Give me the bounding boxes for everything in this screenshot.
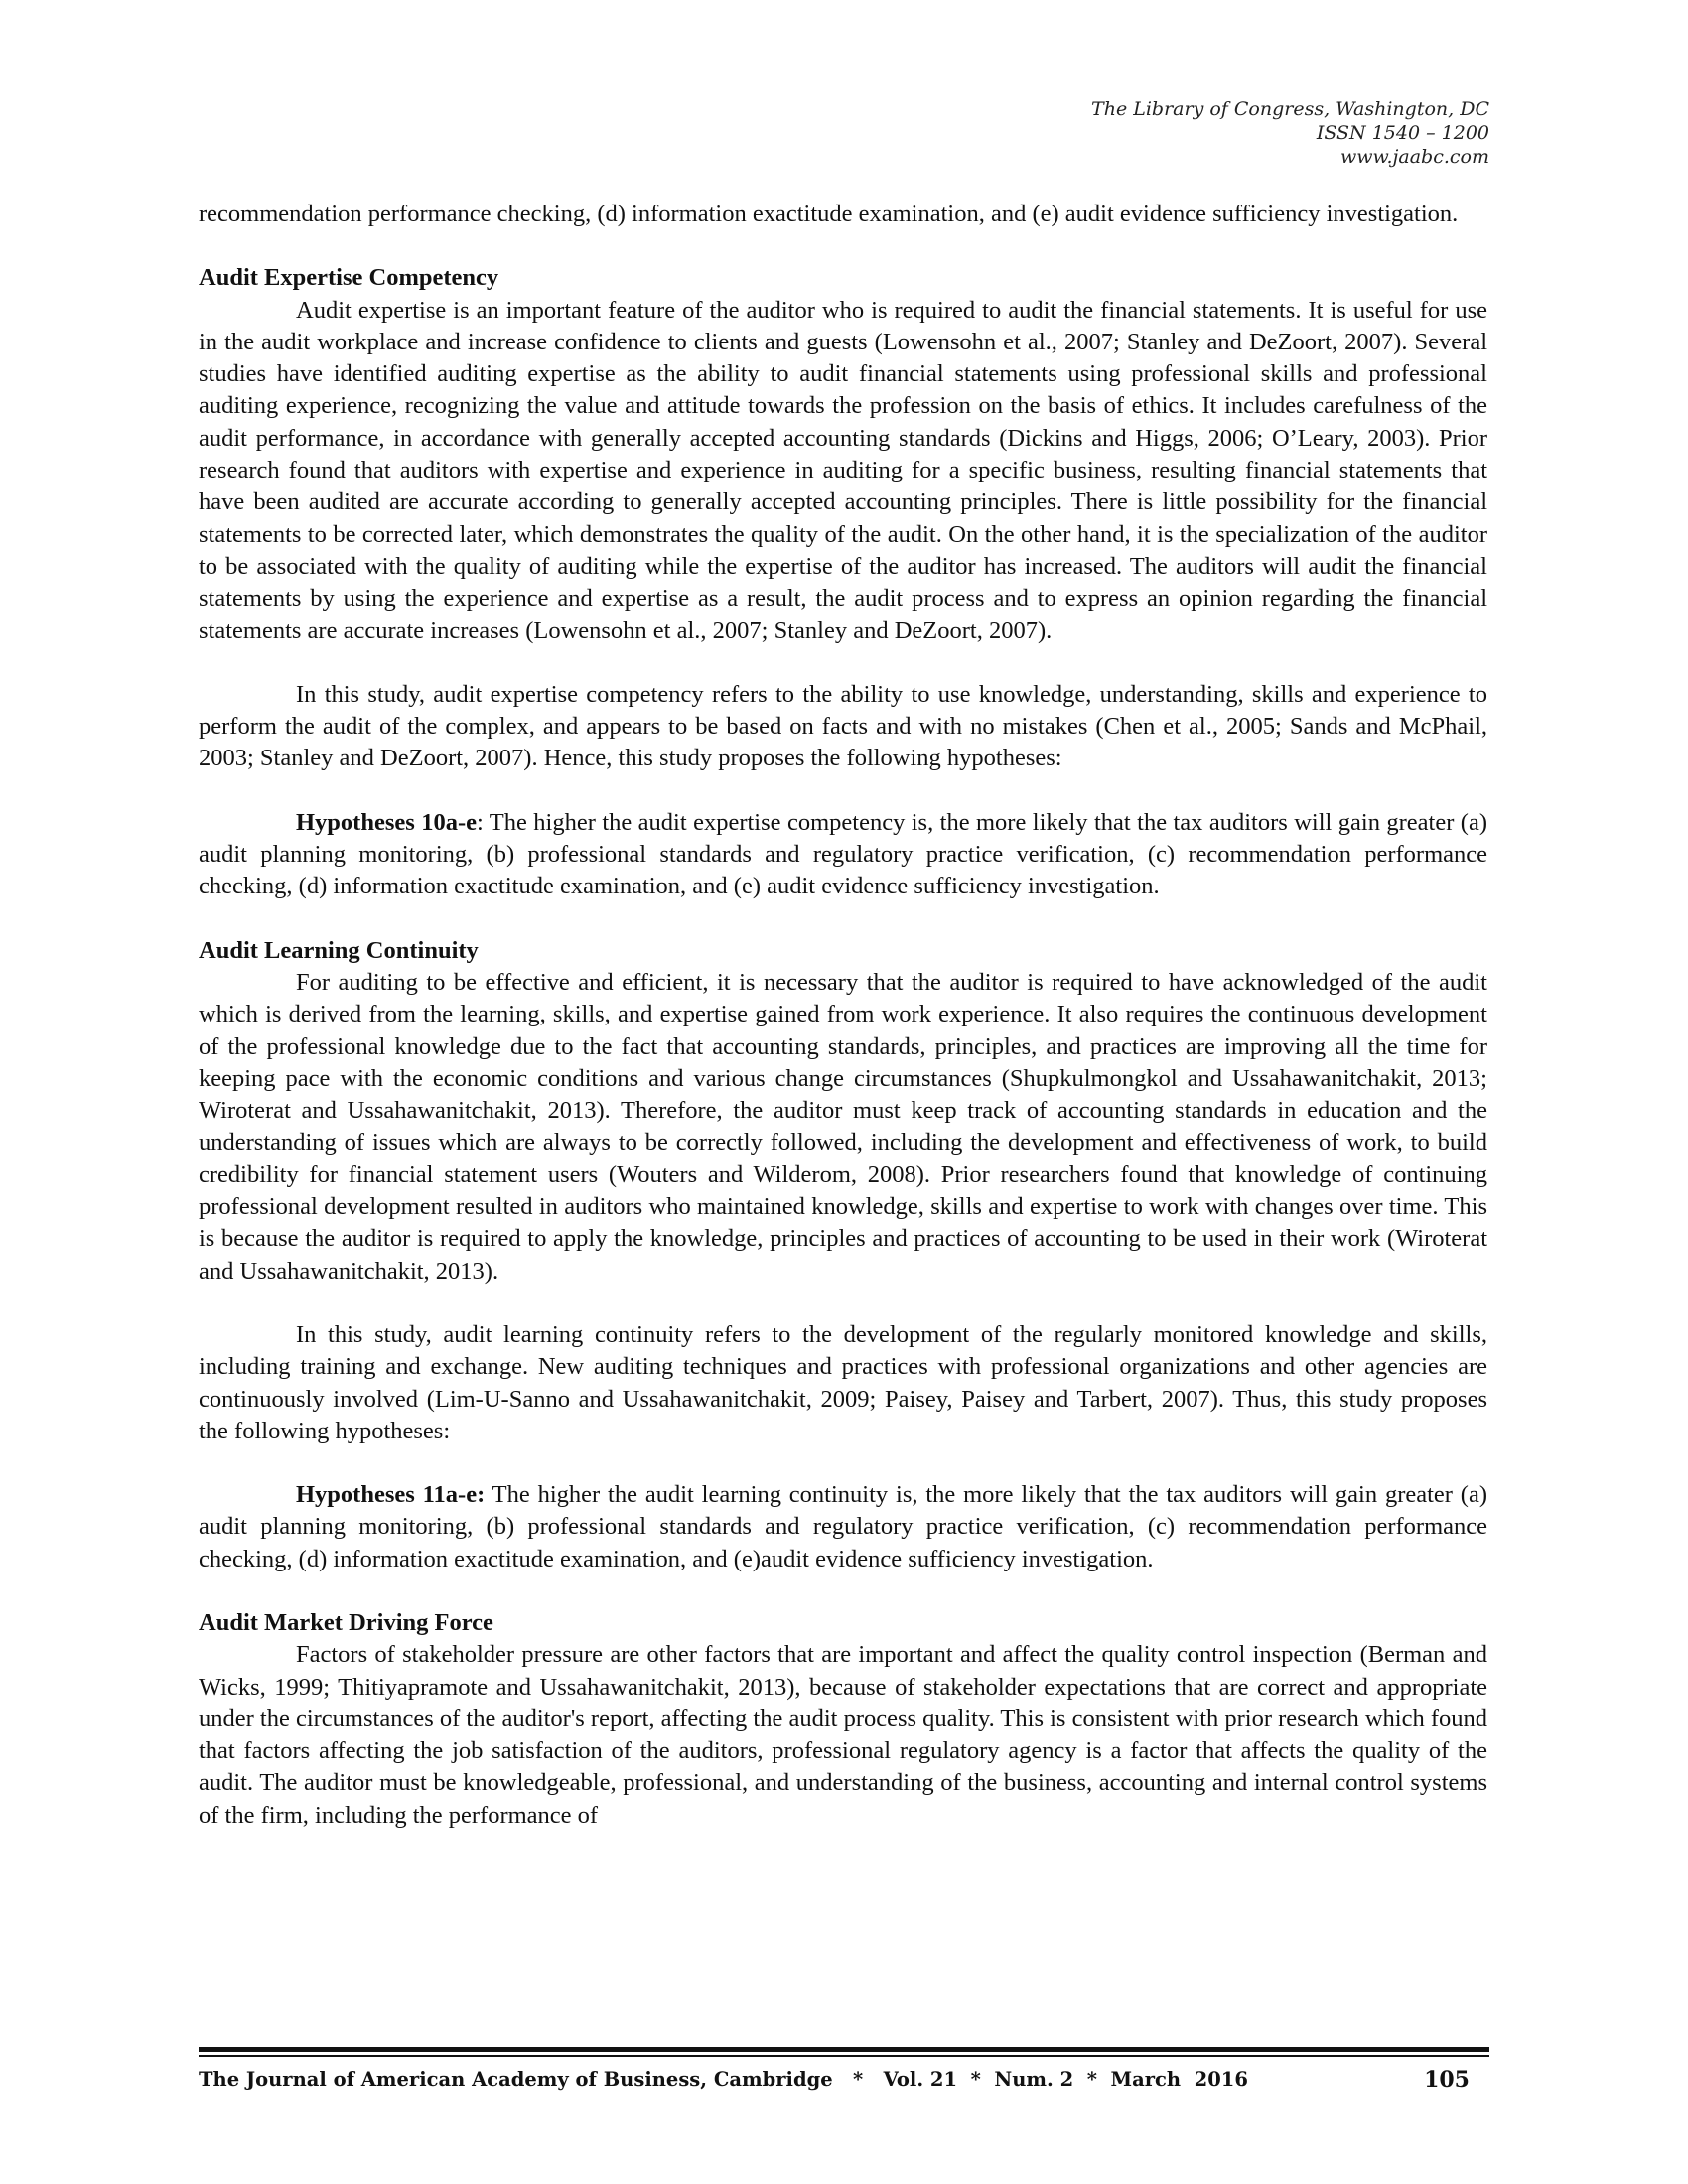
section-heading-audit-learning: Audit Learning Continuity: [199, 936, 479, 964]
header-website-line: www.jaabc.com: [1339, 146, 1489, 168]
audit-learning-paragraph-1: For auditing to be effective and efficient, it is necessary that the auditor is required to have acknowledged of the audit which is derived from the learning, skills, and expertise gained from work experience. It also requires the continuous development of the professional knowledge due to the fact that accounting standards, principles, and practices are improving all the time for keeping pace with the economic conditions and various change circumstances (Shupkulmongkol and Ussahawanitchakit, 2013; Wiroterat and Ussahawanitchakit, 2013). Therefore, the auditor must keep track of accounting standards in education and the understanding of issues which are always to be correctly followed, including the development and effectiveness of work, to build credibility for financial statement users (Wouters and Wilderom, 2008). Prior researchers found that knowledge of continuing professional development resulted in auditors who maintained knowledge, skills and expertise to work with changes over time. This is because the auditor is required to apply the knowledge, principles and practices of accounting to be used in their work (Wiroterat and Ussahawanitchakit, 2013).: [199, 968, 1487, 1285]
hypothesis-11-label: Hypotheses 11a-e:: [296, 1481, 486, 1509]
audit-market-paragraph-1: Factors of stakeholder pressure are other factors that are important and affect the quality control inspection (Berman and Wicks, 1999; Thitiyapramote and Ussahawanitchakit, 2013), because of stakeholder expectations that are correct and appropriate under the circumstances of the auditor's report, affecting the audit process quality. This is consistent with prior research which found that factors affecting the job satisfaction of the auditors, professional regulatory agency is a factor that affects the quality of the audit. The auditor must be knowledgeable, professional, and understanding of the business, accounting and internal control systems of the firm, including the performance of: [199, 1641, 1488, 1829]
article-body: [199, 199, 1487, 1832]
hypothesis-10-paragraph: [199, 807, 1487, 903]
hypothesis-10-text: : The higher the audit expertise competency is, the more likely that the tax auditors will gain greater (a) audit planning monitoring, (b) professional standards and regulatory practice verification, (c) recommendation performance checking, (d) information exactitude examination, and (e) audit evidence sufficiency investigation.: [199, 808, 1487, 900]
footer-thick-rule: [199, 2047, 1489, 2052]
footer-divider: [199, 2047, 1489, 2057]
section-heading-audit-market: Audit Market Driving Force: [199, 1608, 493, 1636]
footer-thin-rule: [199, 2055, 1489, 2057]
audit-learning-paragraph-2: In this study, audit learning continuity refers to the development of the regularly monitored knowledge and skills, including training and exchange. New auditing techniques and practices with professional organizations and other agencies are continuously involved (Lim-U-Sanno and Ussahawanitchakit, 2009; Paisey, Paisey and Tarbert, 2007). Thus, this study proposes the following hypotheses:: [199, 1320, 1487, 1444]
footer-journal-citation: The Journal of American Academy of Business, Cambridge * Vol. 21 * Num. 2 * March 2016: [199, 2068, 1248, 2091]
hypothesis-11-text: The higher the audit learning continuity is, the more likely that the tax auditors will gain greater (a) audit planning monitoring, (b) professional standards and regulatory practice verification, (c) recommendation performance checking, (d) information exactitude examination, and (e)audit evidence sufficiency investigation.: [199, 1481, 1487, 1572]
audit-expertise-paragraph-2: In this study, audit expertise competency refers to the ability to use knowledge, understanding, skills and experience to perform the audit of the complex, and appears to be based on facts and with no mistakes (Chen et al., 2005; Sands and McPhail, 2003; Stanley and DeZoort, 2007). Hence, this study proposes the following hypotheses:: [199, 680, 1487, 772]
page-number: 105: [1424, 2067, 1470, 2093]
audit-expertise-paragraph-1: Audit expertise is an important feature of the auditor who is required to audit the financial statements. It is useful for use in the audit workplace and increase confidence to clients and guests (Lowensohn et al., 2007; Stanley and DeZoort, 2007). Several studies have identified auditing expertise as the ability to audit financial statements using professional skills and professional auditing experience, recognizing the value and attitude towards the profession on the basis of ethics. It includes carefulness of the audit performance, in accordance with generally accepted accounting standards (Dickins and Higgs, 2006; O’Leary, 2003). Prior research found that auditors with expertise and experience in auditing for a specific business, resulting financial statements that have been audited are accurate according to generally accepted accounting principles. There is little possibility for the financial statements to be corrected later, which demonstrates the quality of the audit. On the other hand, it is the specialization of the auditor to be associated with the quality of auditing while the expertise of the auditor has increased. The auditors will audit the financial statements by using the experience and expertise as a result, the audit process and to express an opinion regarding the financial statements are accurate increases (Lowensohn et al., 2007; Stanley and DeZoort, 2007).: [199, 296, 1487, 644]
hypothesis-11-paragraph: [199, 1479, 1487, 1575]
running-header: [1091, 97, 1489, 169]
header-issn-line: ISSN 1540 – 1200: [1316, 122, 1489, 144]
hypothesis-10-label: Hypotheses 10a-e: [296, 808, 477, 836]
header-library-line: The Library of Congress, Washington, DC: [1091, 98, 1489, 120]
intro-continuation-paragraph: recommendation performance checking, (d) information exactitude examination, and (e) audit evidence sufficiency investigation.: [199, 201, 1459, 227]
section-heading-audit-expertise: Audit Expertise Competency: [199, 264, 499, 292]
